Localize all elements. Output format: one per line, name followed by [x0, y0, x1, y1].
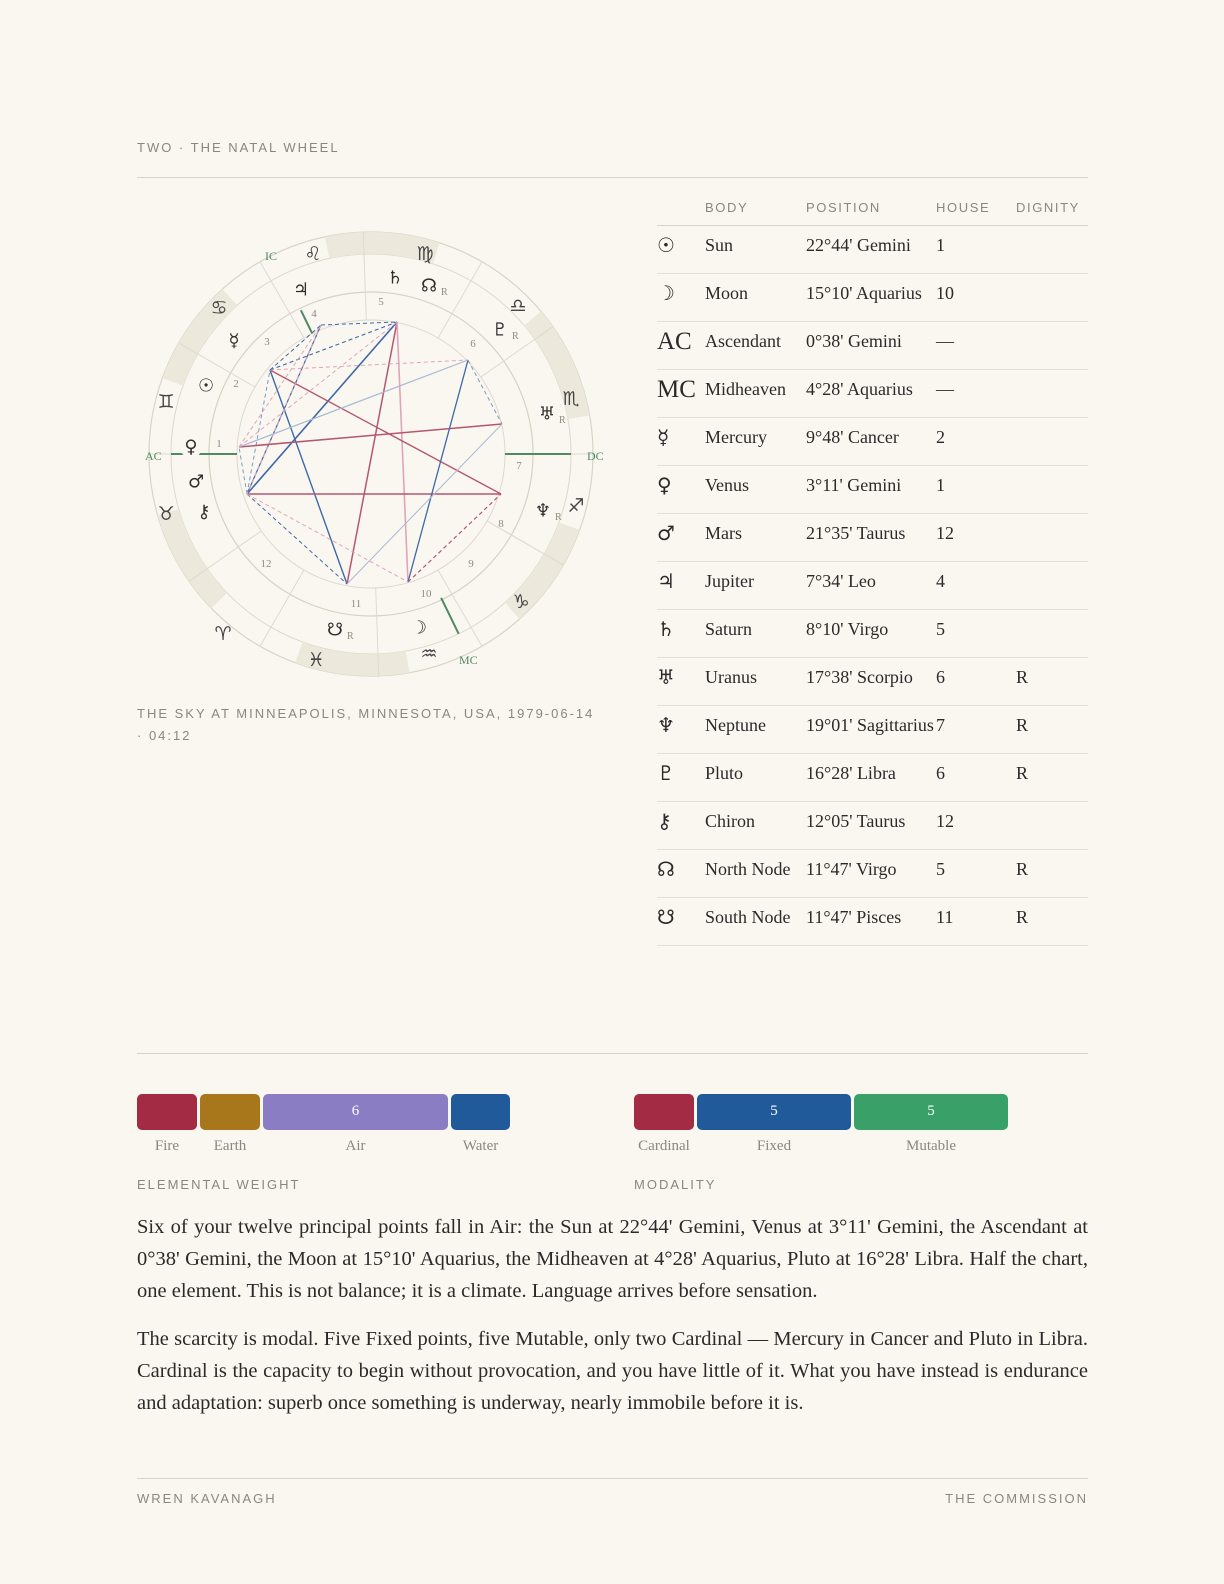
mutable-bar: 5 — [854, 1094, 1008, 1130]
table-row — [657, 322, 1088, 370]
body-glyph-icon: ♀ — [657, 466, 705, 514]
house-cusp-line — [189, 531, 261, 581]
house-number-11: 11 — [350, 598, 362, 610]
footer-author: WREN KAVANAGH — [137, 1491, 277, 1506]
scorpio-sign: ♏ — [562, 388, 580, 410]
table-row — [657, 706, 1088, 754]
house-cusp-line — [438, 262, 482, 338]
body-glyph-icon: MC — [657, 370, 705, 418]
virgo-sign: ♍ — [416, 243, 434, 265]
body-position: 11°47' Virgo — [806, 850, 936, 898]
air-bar: 6 — [263, 1094, 448, 1130]
body-glyph-icon: ♆ — [657, 706, 705, 754]
dignity-column-header: DIGNITY — [1016, 196, 1088, 226]
aspect-line — [270, 370, 501, 494]
house-number-12: 12 — [260, 558, 272, 570]
body-name: Pluto — [705, 754, 806, 802]
body-name: Mercury — [705, 418, 806, 466]
earth-label: Earth — [213, 1138, 247, 1154]
positions-table — [657, 196, 1088, 946]
body-name: Chiron — [705, 802, 806, 850]
leo-sign: ♌ — [304, 243, 322, 265]
body-glyph-icon: ☿ — [657, 418, 705, 466]
saturn-icon: ♄ — [386, 267, 404, 289]
section-label: TWO · THE NATAL WHEEL — [137, 140, 340, 155]
body-house: 4 — [936, 562, 1016, 610]
house-number-9: 9 — [468, 558, 474, 570]
north-node-icon: ☊ — [421, 275, 437, 297]
body-house: 6 — [936, 754, 1016, 802]
fire-label: Fire — [154, 1138, 180, 1154]
body-glyph-icon: ☋ — [657, 898, 705, 946]
cancer-sign: ♋ — [210, 297, 228, 319]
aquarius-sign: ♒ — [420, 643, 438, 665]
body-house: 2 — [936, 418, 1016, 466]
table-row — [657, 514, 1088, 562]
body-name: South Node — [705, 898, 806, 946]
table-row — [657, 274, 1088, 322]
body-name: Saturn — [705, 610, 806, 658]
jupiter-icon: ♃ — [292, 279, 310, 301]
body-position: 16°28' Libra — [806, 754, 936, 802]
wheel-caption: THE SKY AT MINNEAPOLIS, MINNESOTA, USA, 1979-06-14 · 04:12 — [137, 706, 595, 743]
earth-bar — [200, 1094, 260, 1130]
body-house: 1 — [936, 226, 1016, 274]
body-glyph-icon: ☽ — [657, 274, 705, 322]
dc-label: DC — [587, 449, 604, 463]
body-dignity: R — [1016, 898, 1088, 946]
top-divider — [137, 177, 1088, 178]
house-number-8: 8 — [498, 518, 504, 530]
body-house: 10 — [936, 274, 1016, 322]
aspect-line — [247, 494, 347, 584]
house-column-header: HOUSE — [936, 196, 1016, 226]
body-position: 4°28' Aquarius — [806, 370, 936, 418]
moon-icon: ☽ — [410, 617, 428, 639]
aspect-line — [347, 424, 502, 584]
footer-divider — [137, 1478, 1088, 1479]
mars-icon: ♂ — [187, 471, 205, 493]
table-row — [657, 754, 1088, 802]
body-dignity: R — [1016, 706, 1088, 754]
house-number-3: 3 — [264, 336, 270, 348]
uranus-icon: ♅ — [538, 403, 556, 425]
body-dignity — [1016, 514, 1088, 562]
neptune-icon: ♆ — [534, 500, 552, 522]
body-house: 6 — [936, 658, 1016, 706]
body-glyph-icon: ♃ — [657, 562, 705, 610]
body-name: Uranus — [705, 658, 806, 706]
body-glyph-icon: ☉ — [657, 226, 705, 274]
body-dignity — [1016, 226, 1088, 274]
body-house: 5 — [936, 610, 1016, 658]
aspect-line — [397, 322, 408, 582]
house-cusp-line — [260, 570, 304, 646]
body-position: 11°47' Pisces — [806, 898, 936, 946]
gemini-sign: ♊ — [157, 391, 175, 413]
body-glyph-icon: ♅ — [657, 658, 705, 706]
body-house: 12 — [936, 802, 1016, 850]
table-row — [657, 370, 1088, 418]
house-number-10: 10 — [420, 588, 432, 600]
table-header-row — [657, 196, 1088, 226]
aspect-line — [468, 360, 502, 424]
table-row — [657, 466, 1088, 514]
table-row — [657, 802, 1088, 850]
mutable-label: Mutable — [906, 1138, 956, 1154]
venus-icon: ♀ — [184, 436, 198, 458]
fire-bar — [137, 1094, 197, 1130]
body-position: 19°01' Sagittarius — [806, 706, 936, 754]
sagittarius-sign: ♐ — [567, 495, 585, 517]
retrograde-mark: R — [555, 512, 562, 523]
position-column-header: POSITION — [806, 196, 936, 226]
footer-publication: THE COMMISSION — [945, 1491, 1088, 1506]
body-name: Jupiter — [705, 562, 806, 610]
aspect-line — [270, 322, 397, 370]
body-position: 8°10' Virgo — [806, 610, 936, 658]
angle-axis-line — [441, 598, 459, 634]
natal-wheel — [137, 220, 605, 688]
water-bar — [451, 1094, 510, 1130]
mid-divider — [137, 1053, 1088, 1054]
retrograde-mark: R — [559, 415, 566, 426]
body-position: 9°48' Cancer — [806, 418, 936, 466]
body-position: 15°10' Aquarius — [806, 274, 936, 322]
libra-sign: ♎ — [509, 295, 527, 317]
body-house: — — [936, 322, 1016, 370]
body-house: 7 — [936, 706, 1016, 754]
capricorn-sign: ♑ — [512, 591, 530, 613]
body-dignity: R — [1016, 658, 1088, 706]
water-label: Water — [462, 1138, 499, 1154]
house-number-6: 6 — [470, 338, 476, 350]
retrograde-mark: R — [347, 631, 354, 642]
body-name: Venus — [705, 466, 806, 514]
body-position: 7°34' Leo — [806, 562, 936, 610]
body-position: 22°44' Gemini — [806, 226, 936, 274]
body-glyph-icon: ☊ — [657, 850, 705, 898]
body-position: 0°38' Gemini — [806, 322, 936, 370]
body-dignity: R — [1016, 754, 1088, 802]
aspect-line — [321, 322, 397, 325]
aspect-line — [239, 325, 321, 447]
mercury-icon: ☿ — [228, 330, 240, 352]
chiron-icon: ⚷ — [197, 501, 211, 523]
fixed-bar: 5 — [697, 1094, 851, 1130]
aspect-line — [347, 322, 397, 584]
body-position: 12°05' Taurus — [806, 802, 936, 850]
house-cusp-line — [438, 570, 482, 646]
modality-title: MODALITY — [634, 1177, 717, 1192]
body-dignity — [1016, 322, 1088, 370]
sun-icon: ☉ — [197, 375, 215, 397]
retrograde-mark: R — [441, 287, 448, 298]
table-row — [657, 610, 1088, 658]
pisces-sign: ♓ — [307, 649, 325, 671]
fixed-label: Fixed — [756, 1138, 792, 1154]
sign-band — [524, 311, 589, 419]
body-name: Mars — [705, 514, 806, 562]
body-glyph-icon: ♂ — [657, 514, 705, 562]
body-position: 3°11' Gemini — [806, 466, 936, 514]
table-row — [657, 658, 1088, 706]
house-number-4: 4 — [311, 308, 317, 320]
body-dignity: R — [1016, 850, 1088, 898]
house-number-7: 7 — [516, 460, 522, 472]
body-dignity — [1016, 610, 1088, 658]
body-dignity — [1016, 418, 1088, 466]
south-node-icon: ☋ — [327, 619, 343, 641]
cardinal-label: Cardinal — [638, 1138, 690, 1154]
aspect-line — [270, 360, 468, 370]
aries-sign: ♈ — [214, 623, 232, 645]
body-glyph-icon: AC — [657, 322, 705, 370]
table-row — [657, 898, 1088, 946]
body-name: Midheaven — [705, 370, 806, 418]
house-number-2: 2 — [233, 378, 239, 390]
body-house: 11 — [936, 898, 1016, 946]
body-position: 21°35' Taurus — [806, 514, 936, 562]
table-row — [657, 418, 1088, 466]
body-house: 5 — [936, 850, 1016, 898]
body-glyph-icon: ⚷ — [657, 802, 705, 850]
body-dignity — [1016, 370, 1088, 418]
body-paragraph-2: The scarcity is modal. Five Fixed points, five Mutable, only two Cardinal — Mercury in Cancer and Pluto in Libra. Cardinal is the capacity to begin without provocation, and you have little of it. What you have instead is endurance and adaptation: superb once something is underway, nearly immobile before it is. — [137, 1328, 1088, 1414]
house-number-5: 5 — [378, 296, 384, 308]
body-paragraph-1: Six of your twelve principal points fall in Air: the Sun at 22°44' Gemini, Venus at 3°11' Gemini, the Ascendant at 0°38' Gemini, the Moon at 15°10' Aquarius, the Midheaven at 4°28' Aquarius, Pluto at 16°28' Libra. Half the chart, one element. This is not balance; it is a climate. Language arrives before sensation. — [137, 1216, 1088, 1302]
body-dignity — [1016, 466, 1088, 514]
body-glyph-icon: ♄ — [657, 610, 705, 658]
ic-label: IC — [265, 249, 277, 263]
body-glyph-icon: ♇ — [657, 754, 705, 802]
body-position: 17°38' Scorpio — [806, 658, 936, 706]
table-row — [657, 850, 1088, 898]
mc-label: MC — [459, 653, 478, 667]
aspect-line — [239, 447, 247, 494]
body-name: Sun — [705, 226, 806, 274]
body-dignity — [1016, 274, 1088, 322]
aspect-line — [239, 322, 397, 447]
pluto-icon: ♇ — [491, 319, 509, 341]
table-row — [657, 562, 1088, 610]
aspect-line — [270, 370, 347, 584]
body-name: Moon — [705, 274, 806, 322]
taurus-sign: ♉ — [157, 503, 175, 525]
retrograde-mark: R — [512, 331, 519, 342]
house-number-1: 1 — [216, 438, 222, 450]
air-label: Air — [345, 1138, 366, 1154]
glyph-column-header — [657, 196, 705, 226]
cardinal-bar — [634, 1094, 694, 1130]
elemental-weight-title: ELEMENTAL WEIGHT — [137, 1177, 301, 1192]
ac-label: AC — [145, 449, 162, 463]
body-name: Ascendant — [705, 322, 806, 370]
body-name: North Node — [705, 850, 806, 898]
aspect-line — [239, 424, 502, 447]
body-column-header: BODY — [705, 196, 806, 226]
body-dignity — [1016, 562, 1088, 610]
table-row — [657, 226, 1088, 274]
body-house: 1 — [936, 466, 1016, 514]
body-dignity — [1016, 802, 1088, 850]
body-house: — — [936, 370, 1016, 418]
body-name: Neptune — [705, 706, 806, 754]
body-house: 12 — [936, 514, 1016, 562]
